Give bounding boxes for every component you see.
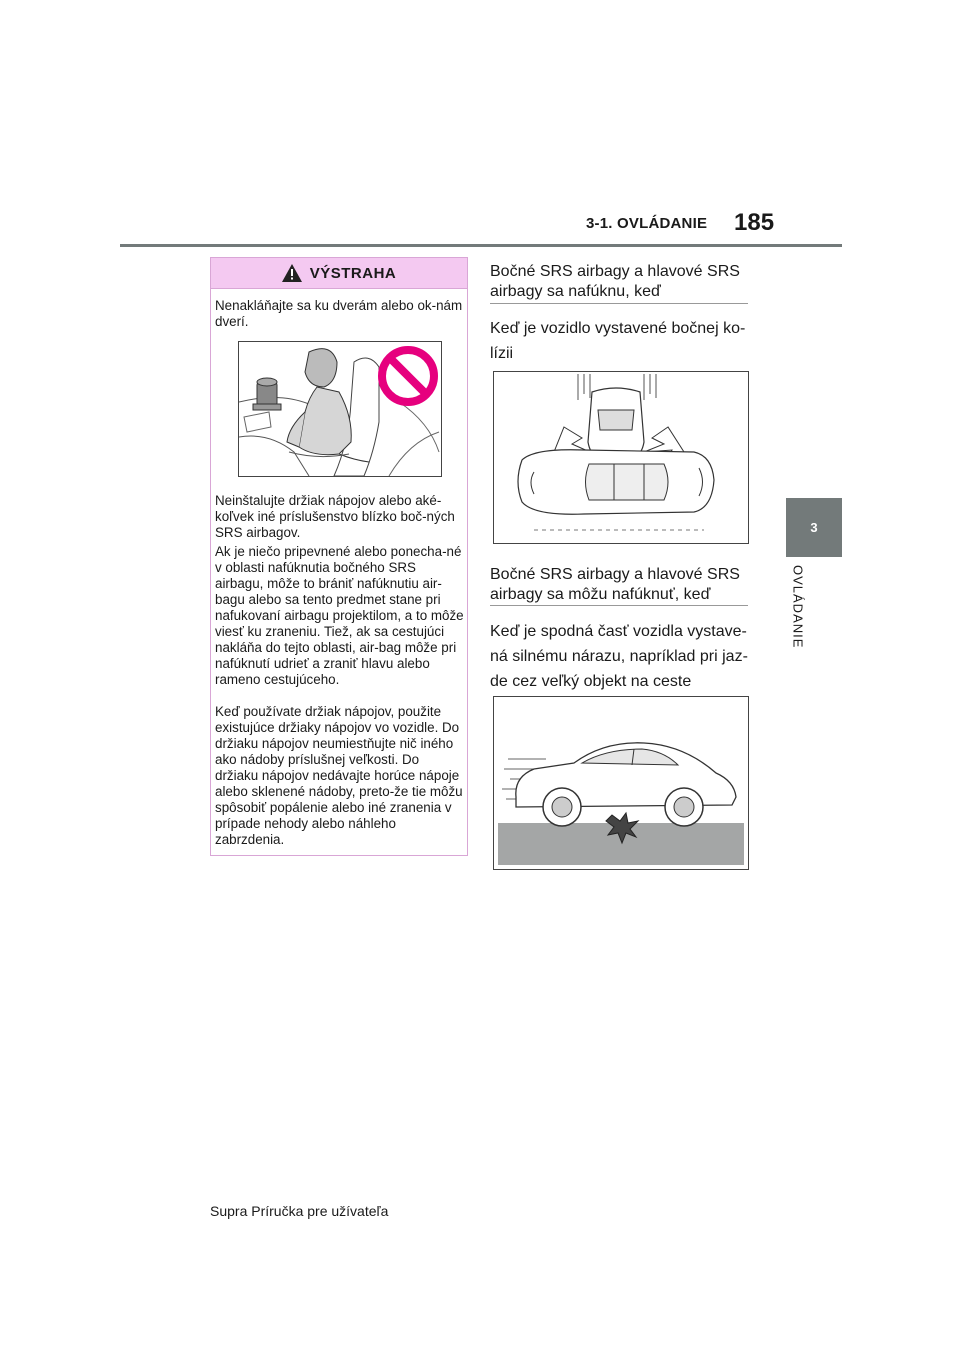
- page-number: 185: [734, 209, 775, 236]
- chapter-label: OVLÁDANIE: [790, 565, 806, 649]
- header-section-title: 3-1. OVLÁDANIE: [586, 215, 708, 232]
- underbody-impact-drawing: [494, 697, 748, 869]
- subheading-may-inflate: Bočné SRS airbagy a hlavové SRS airbagy sa môžu nafúknuť, keď: [490, 566, 740, 603]
- leaning-passenger-drawing: [239, 342, 441, 476]
- subheading-rule: [490, 303, 748, 304]
- warning-paragraph-3: Ak je niečo pripevnené alebo ponecha-né v oblasti nafúknutia bočného SRS airbagu, môže to brániť nafúknutiu air-bagu alebo sa tento predmet stane pri nafukovaní airbagu projektilom, a to môže viesť ku zraneniu. Tiež, ak sa cestujúci nakláňa do tejto oblasti, air-bag môže pri nafúknutí udrieť a zraniť hlavu alebo rameno cestujúceho.: [215, 544, 464, 687]
- warning-box: [210, 257, 468, 856]
- warning-header: [211, 258, 467, 289]
- underbody-impact-text: Keď je spodná časť vozidla vystave-ná silnému nárazu, napríklad pri jaz-de cez veľký objekt na ceste: [490, 623, 748, 690]
- footer-manual-title: Supra Príručka pre užívateľa: [210, 1203, 389, 1219]
- side-collision-illustration: [493, 371, 749, 544]
- side-collision-text: Keď je vozidlo vystavené bočnej ko-lízii: [490, 320, 746, 362]
- underbody-impact-illustration: [493, 696, 749, 870]
- side-collision-drawing: [494, 372, 748, 543]
- leaning-passenger-illustration: [238, 341, 442, 477]
- warning-triangle-icon: [282, 264, 302, 282]
- chapter-tab: [786, 498, 842, 557]
- warning-paragraph-2: Neinštalujte držiak nápojov alebo aké-koľvek iné príslušenstvo blízko boč-ných SRS airbagov.: [215, 493, 455, 540]
- subheading-rule: [490, 605, 748, 606]
- warning-paragraph-1: Nenakláňajte sa ku dverám alebo ok-nám dverí.: [215, 298, 463, 329]
- subheading-inflate: Bočné SRS airbagy a hlavové SRS airbagy sa nafúknu, keď: [490, 263, 740, 300]
- warning-paragraph-4: Keď používate držiak nápojov, použite existujúce držiaky nápojov vo vozidle. Do držiaku nápojov neumiestňujte nič iného ako nádoby príslušnej veľkosti. Do držiaku nápojov nedávajte horúce nápoje alebo sklenené nádoby, preto-že tie môžu spôsobiť popálenie alebo iné zranenia v prípade nehody alebo náhleho zabrzdenia.: [215, 704, 463, 847]
- warning-title: VÝSTRAHA: [309, 264, 397, 282]
- chapter-number: 3: [810, 520, 818, 535]
- header-divider: [120, 244, 842, 247]
